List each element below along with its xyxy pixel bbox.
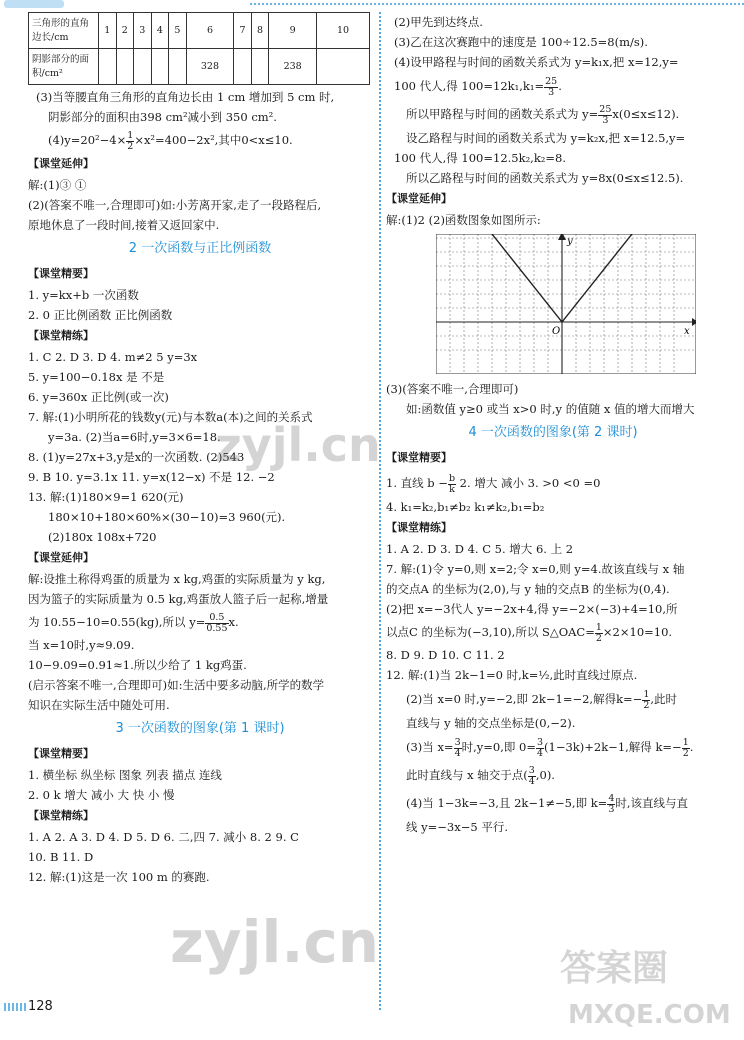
answer-line: 2. 0 正比例函数 正比例函数 <box>28 308 173 322</box>
answer-line: 以点C 的坐标为(−3,10),所以 S△OAC= $\frac{1}{2}$ ×2×10=10. <box>386 621 673 644</box>
function-graph <box>436 234 696 374</box>
answer-line: 如:函数值 y≥0 或当 x>0 时,y 的值随 x 值的增大而增大 <box>406 402 695 416</box>
top-header-bar <box>0 0 744 10</box>
answer-line: 所以甲路程与时间的函数关系式为 y= $\frac{25}{3}$ x(0≤x≤12). <box>406 103 680 126</box>
answer-line: 180×10+180×60%×(30−10)=3 960(元). <box>48 510 286 524</box>
y-axis-arrow <box>558 234 566 240</box>
answer-line: (2)当 x=0 时,y=−2,即 2k−1=−2,解得k=− $\frac{1}{2}$ ,此时 <box>406 688 678 711</box>
answer-line: 为 10.55−10=0.55(kg),所以 y= $\frac{0.5}{0.55}$ x. <box>28 611 239 634</box>
answer-line: 知识在实际生活中随处可用. <box>28 698 170 712</box>
fraction: $\frac{b}{k}$ <box>448 472 456 495</box>
table-cell: 238 <box>269 49 317 85</box>
table-cell <box>234 49 252 85</box>
table-cell: 328 <box>186 49 234 85</box>
answer-line: (2)180x 108x+720 <box>48 530 157 544</box>
answer-line: 8. D 9. D 10. C 11. 2 <box>386 648 505 662</box>
table-cell: 5 <box>169 13 187 49</box>
answer-line: 线 y=−3x−5 平行. <box>406 820 508 834</box>
answer-line: 6. y=360x 正比例(或一次) <box>28 390 169 404</box>
lesson-title: 3 一次函数的图象(第 1 课时) <box>115 721 285 736</box>
answer-line: 阴影部分的面积由398 cm²减小到 350 cm². <box>48 110 277 124</box>
table-row <box>29 49 370 85</box>
table-cell: 3 <box>134 13 152 49</box>
watermark: zyjl.cn <box>215 418 381 472</box>
answer-line: 设乙路程与时间的函数关系式为 y=k₂x,把 x=12.5,y= <box>406 131 686 145</box>
answer-line: 12. 解:(1)这是一次 100 m 的赛跑. <box>28 870 210 884</box>
fraction: $\frac{25}{3}$ <box>599 103 612 126</box>
answer-line: 1. C 2. D 3. D 4. m≠2 5 y=3x <box>28 350 198 364</box>
fraction: $\frac{25}{3}$ <box>545 75 558 98</box>
lesson-title: 4 一次函数的图象(第 2 课时) <box>468 425 638 440</box>
fraction: $\frac{0.5}{0.55}$ <box>206 611 228 634</box>
fraction: $\frac{3}{4}$ <box>454 736 461 759</box>
table-cell <box>251 49 269 85</box>
table-cell <box>317 49 370 85</box>
x-axis-arrow <box>692 318 696 326</box>
table-cell: 2 <box>116 13 134 49</box>
graph-grid <box>436 234 696 374</box>
answer-line: 解:设推土称得鸡蛋的质量为 x kg,鸡蛋的实际质量为 y kg, <box>28 572 326 586</box>
answer-line: 7. 解:(1)令 y=0,则 x=2;令 x=0,则 y=4.故该直线与 x 轴 <box>386 562 685 576</box>
answer-line: 9. B 10. y=3.1x 11. y=x(12−x) 不是 12. −2 <box>28 470 275 484</box>
origin-label: O <box>552 326 561 337</box>
table-cell: 1 <box>99 13 117 49</box>
answer-line: 所以乙路程与时间的函数关系式为 y=8x(0≤x≤12.5). <box>406 171 684 185</box>
answer-line: 当 x=10时,y≈9.09. <box>28 638 135 652</box>
answer-line: (启示答案不唯一,合理即可)如:生活中要多动脑,所学的数学 <box>28 678 325 692</box>
graph-border <box>436 234 696 374</box>
answer-line: 的交点A 的坐标为(2,0),与 y 轴的交点B 的坐标为(0,4). <box>386 582 670 596</box>
answer-line: (2)甲先到达终点. <box>394 15 483 29</box>
answer-line: 10. B 11. D <box>28 850 94 864</box>
section-heading: 【课堂精练】 <box>28 809 94 822</box>
header-dotted-rule <box>250 3 744 5</box>
fraction: $\frac{4}{3}$ <box>608 792 615 815</box>
section-heading: 【课堂延伸】 <box>28 157 94 170</box>
answer-line: 7. 解:(1)小明所花的钱数y(元)与本数a(本)之间的关系式 <box>28 410 313 424</box>
answer-line: 直线与 y 轴的交点坐标是(0,−2). <box>406 716 576 730</box>
answer-line: (2)把 x=−3代人 y=−2x+4,得 y=−2×(−3)+4=10,所 <box>386 602 678 616</box>
answer-line: (3)(答案不唯一,合理即可) <box>386 382 519 396</box>
fraction: $\frac{3}{4}$ <box>528 764 535 787</box>
table-cell: 6 <box>186 13 234 49</box>
header-logo-strip <box>4 0 64 8</box>
answer-line: (4)当 1−3k=−3,且 2k−1≠−5,即 k= $\frac{4}{3}$ 时,该直线与直 <box>406 792 689 815</box>
answer-line: 5. y=100−0.18x 是 不是 <box>28 370 165 384</box>
answer-line: 4. k₁=k₂,b₁≠b₂ k₁≠k₂,b₁=b₂ <box>386 500 545 514</box>
answer-line: 13. 解:(1)180×9=1 620(元) <box>28 490 184 504</box>
answer-line: 1. A 2. D 3. D 4. C 5. 增大 6. 上 2 <box>386 542 574 556</box>
table-cell <box>151 49 169 85</box>
answer-line: (3)当 x= $\frac{3}{4}$ 时,y=0,即 0= $\frac{3}{4}$ (1−3k)+2k−1,解得 k=− $\frac{1}{2}$ . <box>406 736 694 759</box>
section-heading: 【课堂精练】 <box>386 521 452 534</box>
answer-line: 解:(1)③ ① <box>28 178 87 192</box>
table-row-header: 阴影部分的面积/cm² <box>29 49 99 85</box>
answer-line: (3)当等腰直角三角形的直角边长由 1 cm 增加到 5 cm 时, <box>36 90 335 104</box>
table-row <box>29 13 370 49</box>
fraction: $\frac{1}{2}$ <box>643 688 650 711</box>
table-cell <box>116 49 134 85</box>
answer-line: 100 代人,得 100=12.5k₂,k₂=8. <box>394 151 567 165</box>
watermark: zyjl.cn <box>170 908 380 976</box>
answer-line: y=3a. (2)当a=6时,y=3×6=18. <box>48 430 221 444</box>
section-heading: 【课堂精练】 <box>28 329 94 342</box>
table-cell: 4 <box>151 13 169 49</box>
section-heading: 【课堂延伸】 <box>28 551 94 564</box>
answer-line: 1. y=kx+b 一次函数 <box>28 288 139 302</box>
table-cell: 10 <box>317 13 370 49</box>
y-axis-label: y <box>567 236 573 247</box>
table-cell: 8 <box>251 13 269 49</box>
answer-line: 12. 解:(1)当 2k−1=0 时,k=½,此时直线过原点. <box>386 668 638 682</box>
table-cell <box>134 49 152 85</box>
fraction: $\frac{1}{2}$ <box>682 736 689 759</box>
answer-line: 8. (1)y=27x+3,y是x的一次函数. (2)543 <box>28 450 245 464</box>
triangle-area-table <box>28 12 370 85</box>
table-row-header: 三角形的直角边长/cm <box>29 13 99 49</box>
right-column <box>386 12 720 1016</box>
answer-line: 1. 直线 b − $\frac{b}{k}$ 2. 增大 减小 3. >0 <0 =0 <box>386 472 601 495</box>
watermark: MXQE.COM <box>568 1000 731 1030</box>
table-cell <box>169 49 187 85</box>
left-column <box>28 12 372 1016</box>
answer-line: 解:(1)2 (2)函数图象如图所示: <box>386 213 541 227</box>
section-heading: 【课堂精要】 <box>386 451 452 464</box>
answer-line: (4)设甲路程与时间的函数关系式为 y=k₁x,把 x=12,y= <box>394 55 679 69</box>
answer-line: (2)(答案不唯一,合理即可)如:小芳离开家,走了一段路程后, <box>28 198 322 212</box>
lesson-title: 2 一次函数与正比例函数 <box>128 241 272 256</box>
answer-line: (3)乙在这次赛跑中的速度是 100÷12.5=8(m/s). <box>394 35 648 49</box>
table-cell: 9 <box>269 13 317 49</box>
page-number: 128 <box>4 999 53 1014</box>
page-number-stripe <box>4 1003 26 1011</box>
answer-line: 因为篮子的实际质量为 0.5 kg,鸡蛋放人篮子后一起称,增量 <box>28 592 329 606</box>
table-cell <box>99 49 117 85</box>
answer-line: 10−9.09=0.91≈1.所以少给了 1 kg鸡蛋. <box>28 658 247 672</box>
section-heading: 【课堂精要】 <box>28 747 94 760</box>
table-cell: 7 <box>234 13 252 49</box>
answer-line: 100 代人,得 100=12k₁,k₁= $\frac{25}{3}$ . <box>394 75 562 98</box>
fraction: $\frac{1}{2}$ <box>127 129 134 152</box>
answer-line: 2. 0 k 增大 减小 大 快 小 慢 <box>28 788 175 802</box>
x-axis-label: x <box>684 326 690 337</box>
column-divider <box>379 12 381 1010</box>
answer-line: 1. 横坐标 纵坐标 图象 列表 描点 连线 <box>28 768 222 782</box>
section-heading: 【课堂延伸】 <box>386 192 452 205</box>
answer-line: 原地休息了一段时间,接着又返回家中. <box>28 218 220 232</box>
answer-line: 1. A 2. A 3. D 4. D 5. D 6. 二,四 7. 减小 8. 2 9. C <box>28 830 299 844</box>
section-heading: 【课堂精要】 <box>28 267 94 280</box>
fraction: $\frac{1}{2}$ <box>595 621 602 644</box>
watermark: 答案圈 <box>560 948 669 989</box>
answer-line: 此时直线与 x 轴交于点( $\frac{3}{4}$ ,0). <box>406 764 555 787</box>
fraction: $\frac{3}{4}$ <box>537 736 544 759</box>
answer-line: (4)y=20²−4× $\frac{1}{2}$ ×x²=400−2x²,其中0<x≤10. <box>48 129 293 152</box>
